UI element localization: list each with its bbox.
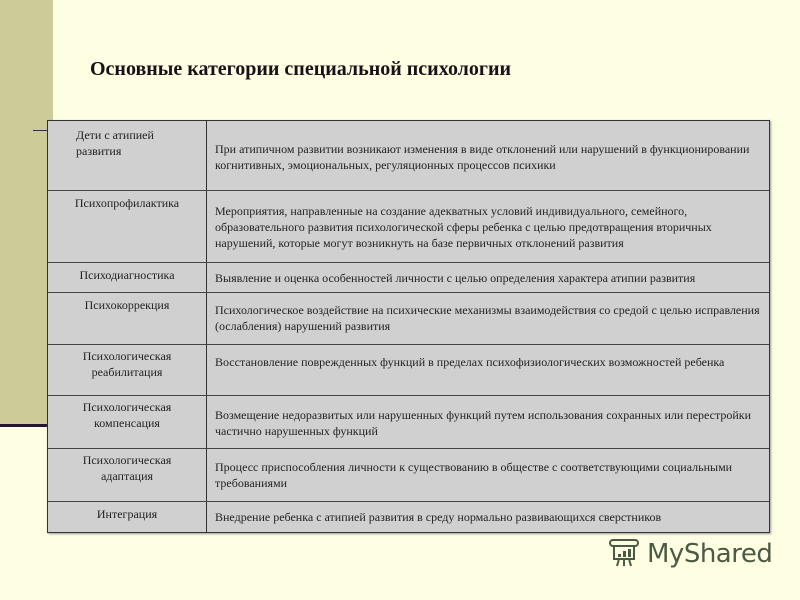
term-cell bbox=[48, 449, 207, 501]
term-text: Психологическая компенсация bbox=[82, 400, 172, 430]
term-text: Психопрофилактика bbox=[74, 196, 180, 210]
term-cell bbox=[48, 345, 207, 395]
table-row bbox=[48, 121, 769, 190]
definition-cell bbox=[207, 502, 769, 532]
definition-cell bbox=[207, 191, 769, 262]
definition-text: При атипичном развитии возникают изменения в виде отклонений или нарушений в функционировании когнитивных, эмоциональных, регуляционных процессов психики bbox=[215, 142, 750, 172]
decorative-rule bbox=[0, 424, 47, 427]
term-text: Психодиагностика bbox=[79, 268, 175, 282]
term-cell bbox=[48, 191, 207, 262]
term-text: Психологическая реабилитация bbox=[82, 349, 172, 379]
table-row bbox=[48, 262, 769, 292]
table-row bbox=[48, 344, 769, 395]
table-row bbox=[48, 395, 769, 448]
definition-text: Возмещение недоразвитых или нарушенных функций путем использования сохранных или перестройки частично нарушенных функций bbox=[215, 408, 752, 438]
watermark-text: MyShared bbox=[647, 539, 773, 569]
slide-title: Основные категории специальной психологии bbox=[90, 58, 512, 80]
categories-table bbox=[47, 120, 770, 533]
definition-cell bbox=[207, 449, 769, 501]
table-row bbox=[48, 292, 769, 344]
definition-text: Психологическое воздействие на психические механизмы взаимодействия со средой с целью исправления (ослабления) нарушений развития bbox=[215, 303, 760, 333]
presentation-board-icon bbox=[607, 535, 641, 574]
term-cell bbox=[48, 293, 207, 344]
definition-cell bbox=[207, 345, 769, 395]
definition-text: Восстановление поврежденных функций в пределах психофизиологических возможностей ребенка bbox=[215, 355, 725, 369]
term-text: Психокоррекция bbox=[84, 298, 170, 312]
definition-text: Выявление и оценка особенностей личности с целью определения характера атипии развития bbox=[215, 271, 696, 285]
term-cell bbox=[48, 121, 207, 190]
term-cell bbox=[48, 263, 207, 292]
term-cell bbox=[48, 502, 207, 532]
myshared-watermark bbox=[607, 537, 772, 571]
term-text: Интеграция bbox=[96, 507, 158, 521]
table-row bbox=[48, 190, 769, 262]
definition-cell bbox=[207, 121, 769, 190]
decorative-tick bbox=[33, 130, 47, 131]
table-row bbox=[48, 501, 769, 532]
term-cell bbox=[48, 396, 207, 448]
definition-text: Процесс приспособления личности к существованию в обществе с соответствующими социальными требованиями bbox=[215, 460, 733, 490]
definition-cell bbox=[207, 396, 769, 448]
definition-cell bbox=[207, 263, 769, 292]
left-decorative-stripe bbox=[0, 0, 53, 425]
term-text: Психологическая адаптация bbox=[82, 453, 172, 483]
definition-text: Внедрение ребенка с атипией развития в среду нормально развивающихся сверстников bbox=[215, 510, 662, 524]
definition-text: Мероприятия, направленные на создание адекватных условий индивидуального, семейного, образовательного развития психологической сферы ребенка с целью предотвращения вторичных нарушений, которые могут возникнуть на базе первичных отклонений развития bbox=[215, 204, 712, 250]
table-row bbox=[48, 448, 769, 501]
term-text: Дети с атипией развития bbox=[76, 128, 154, 158]
definition-cell bbox=[207, 293, 769, 344]
